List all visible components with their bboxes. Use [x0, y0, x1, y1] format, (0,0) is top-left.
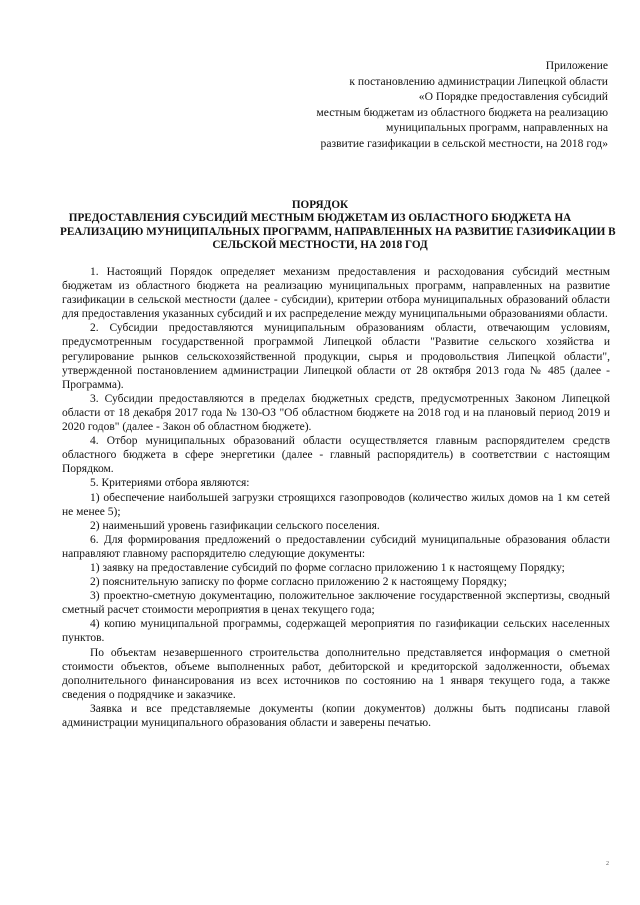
document-body — [62, 265, 610, 730]
appendix-line: местным бюджетам из областного бюджета на реализацию — [316, 105, 608, 119]
page-number: 2 — [606, 861, 609, 867]
paragraph-6-item-1: 1) заявку на предоставление субсидий по форме согласно приложению 1 к настоящему Порядку; — [90, 561, 565, 574]
document-title — [60, 199, 616, 253]
paragraph-6-item-4: 4) копию муниципальной программы, содержащей мероприятия по газификации сельских населенных пунктов. — [62, 618, 610, 645]
title-line: СЕЛЬСКОЙ МЕСТНОСТИ, НА 2018 ГОД — [212, 239, 428, 252]
paragraph-4: 4. Отбор муниципальных образований области осуществляется главным распорядителем средств областного бюджета в сфере энергетики (далее - главный распорядитель) в соответствии с настоящим Порядком. — [62, 435, 610, 476]
appendix-line: Приложение — [545, 59, 608, 72]
appendix-header — [188, 58, 608, 152]
paragraph-signature-requirement: Заявка и все представляемые документы (копии документов) должны быть подписаны главой администрации муниципального образования области и заверены печатью. — [62, 702, 610, 729]
paragraph-5-item-2: 2) наименьший уровень газификации сельского поселения. — [90, 519, 380, 532]
title-line: РЕАЛИЗАЦИЮ МУНИЦИПАЛЬНЫХ ПРОГРАММ, НАПРАВЛЕННЫХ НА РАЗВИТИЕ ГАЗИФИКАЦИИ В — [60, 225, 616, 238]
title-line: ПОРЯДОК — [291, 199, 349, 211]
paragraph-6-item-3: 3) проектно-сметную документацию, положительное заключение государственной экспертизы, сводный сметный расчет стоимости мероприятия в ценах текущего года; — [62, 590, 610, 617]
appendix-line: развитие газификации в сельской местности, на 2018 год» — [320, 136, 608, 150]
appendix-line: муниципальных программ, направленных на — [386, 121, 608, 135]
paragraph-5: 5. Критериями отбора являются: — [90, 477, 250, 490]
paragraph-2: 2. Субсидии предоставляются муниципальным образованиям области, отвечающим условиям, предусмотренным государственной программой Липецкой области "Развитие сельского хозяйства и регулирование рынков сельскохозяйственной продукции, сырья и продовольствия Липецкой области", утвержденной постановлением администрации Липецкой области от 28 октября 2013 года № 485 (далее - Программа). — [62, 322, 610, 391]
paragraph-6-item-2: 2) пояснительную записку по форме согласно приложению 2 к настоящему Порядку; — [90, 576, 507, 589]
paragraph-5-item-1: 1) обеспечение наибольшей загрузки строящихся газопроводов (количество жилых домов на 1 км сетей не менее 5); — [62, 491, 610, 518]
appendix-line: к постановлению администрации Липецкой области — [349, 74, 608, 88]
paragraph-1: 1. Настоящий Порядок определяет механизм предоставления и расходования субсидий местным бюджетам из областного бюджета на реализацию муниципальных программ, направленных на развитие газификации в сельской местности (далее - субсидии), критерии отбора муниципальных образований области для предоставления указанных субсидий и их распределение между муниципальными образованиями области. — [62, 266, 610, 321]
paragraph-3: 3. Субсидии предоставляются в пределах бюджетных средств, предусмотренных Законом Липецкой области от 18 декабря 2017 года № 130-ОЗ "Об областном бюджете на 2018 год и на плановый период 2019 и 2020 годов" (далее - Закон об областном бюджете). — [62, 392, 610, 434]
paragraph-6: 6. Для формирования предложений о предоставлении субсидий муниципальные образования области направляют главному распорядителю следующие документы: — [62, 533, 610, 560]
paragraph-unfinished-construction: По объектам незавершенного строительства дополнительно представляется информация о сметной стоимости объектов, объеме выполненных работ, дебиторской и кредиторской задолженности, объемах дополнительного финансирования из всех источников по состоянию на 1 января текущего года, а также сведения о подрядчике и заказчике. — [62, 646, 610, 701]
appendix-line: «О Порядке предоставления субсидий — [418, 90, 608, 104]
title-line: ПРЕДОСТАВЛЕНИЯ СУБСИДИЙ МЕСТНЫМ БЮДЖЕТАМ ИЗ ОБЛАСТНОГО БЮДЖЕТА НА — [68, 212, 572, 225]
